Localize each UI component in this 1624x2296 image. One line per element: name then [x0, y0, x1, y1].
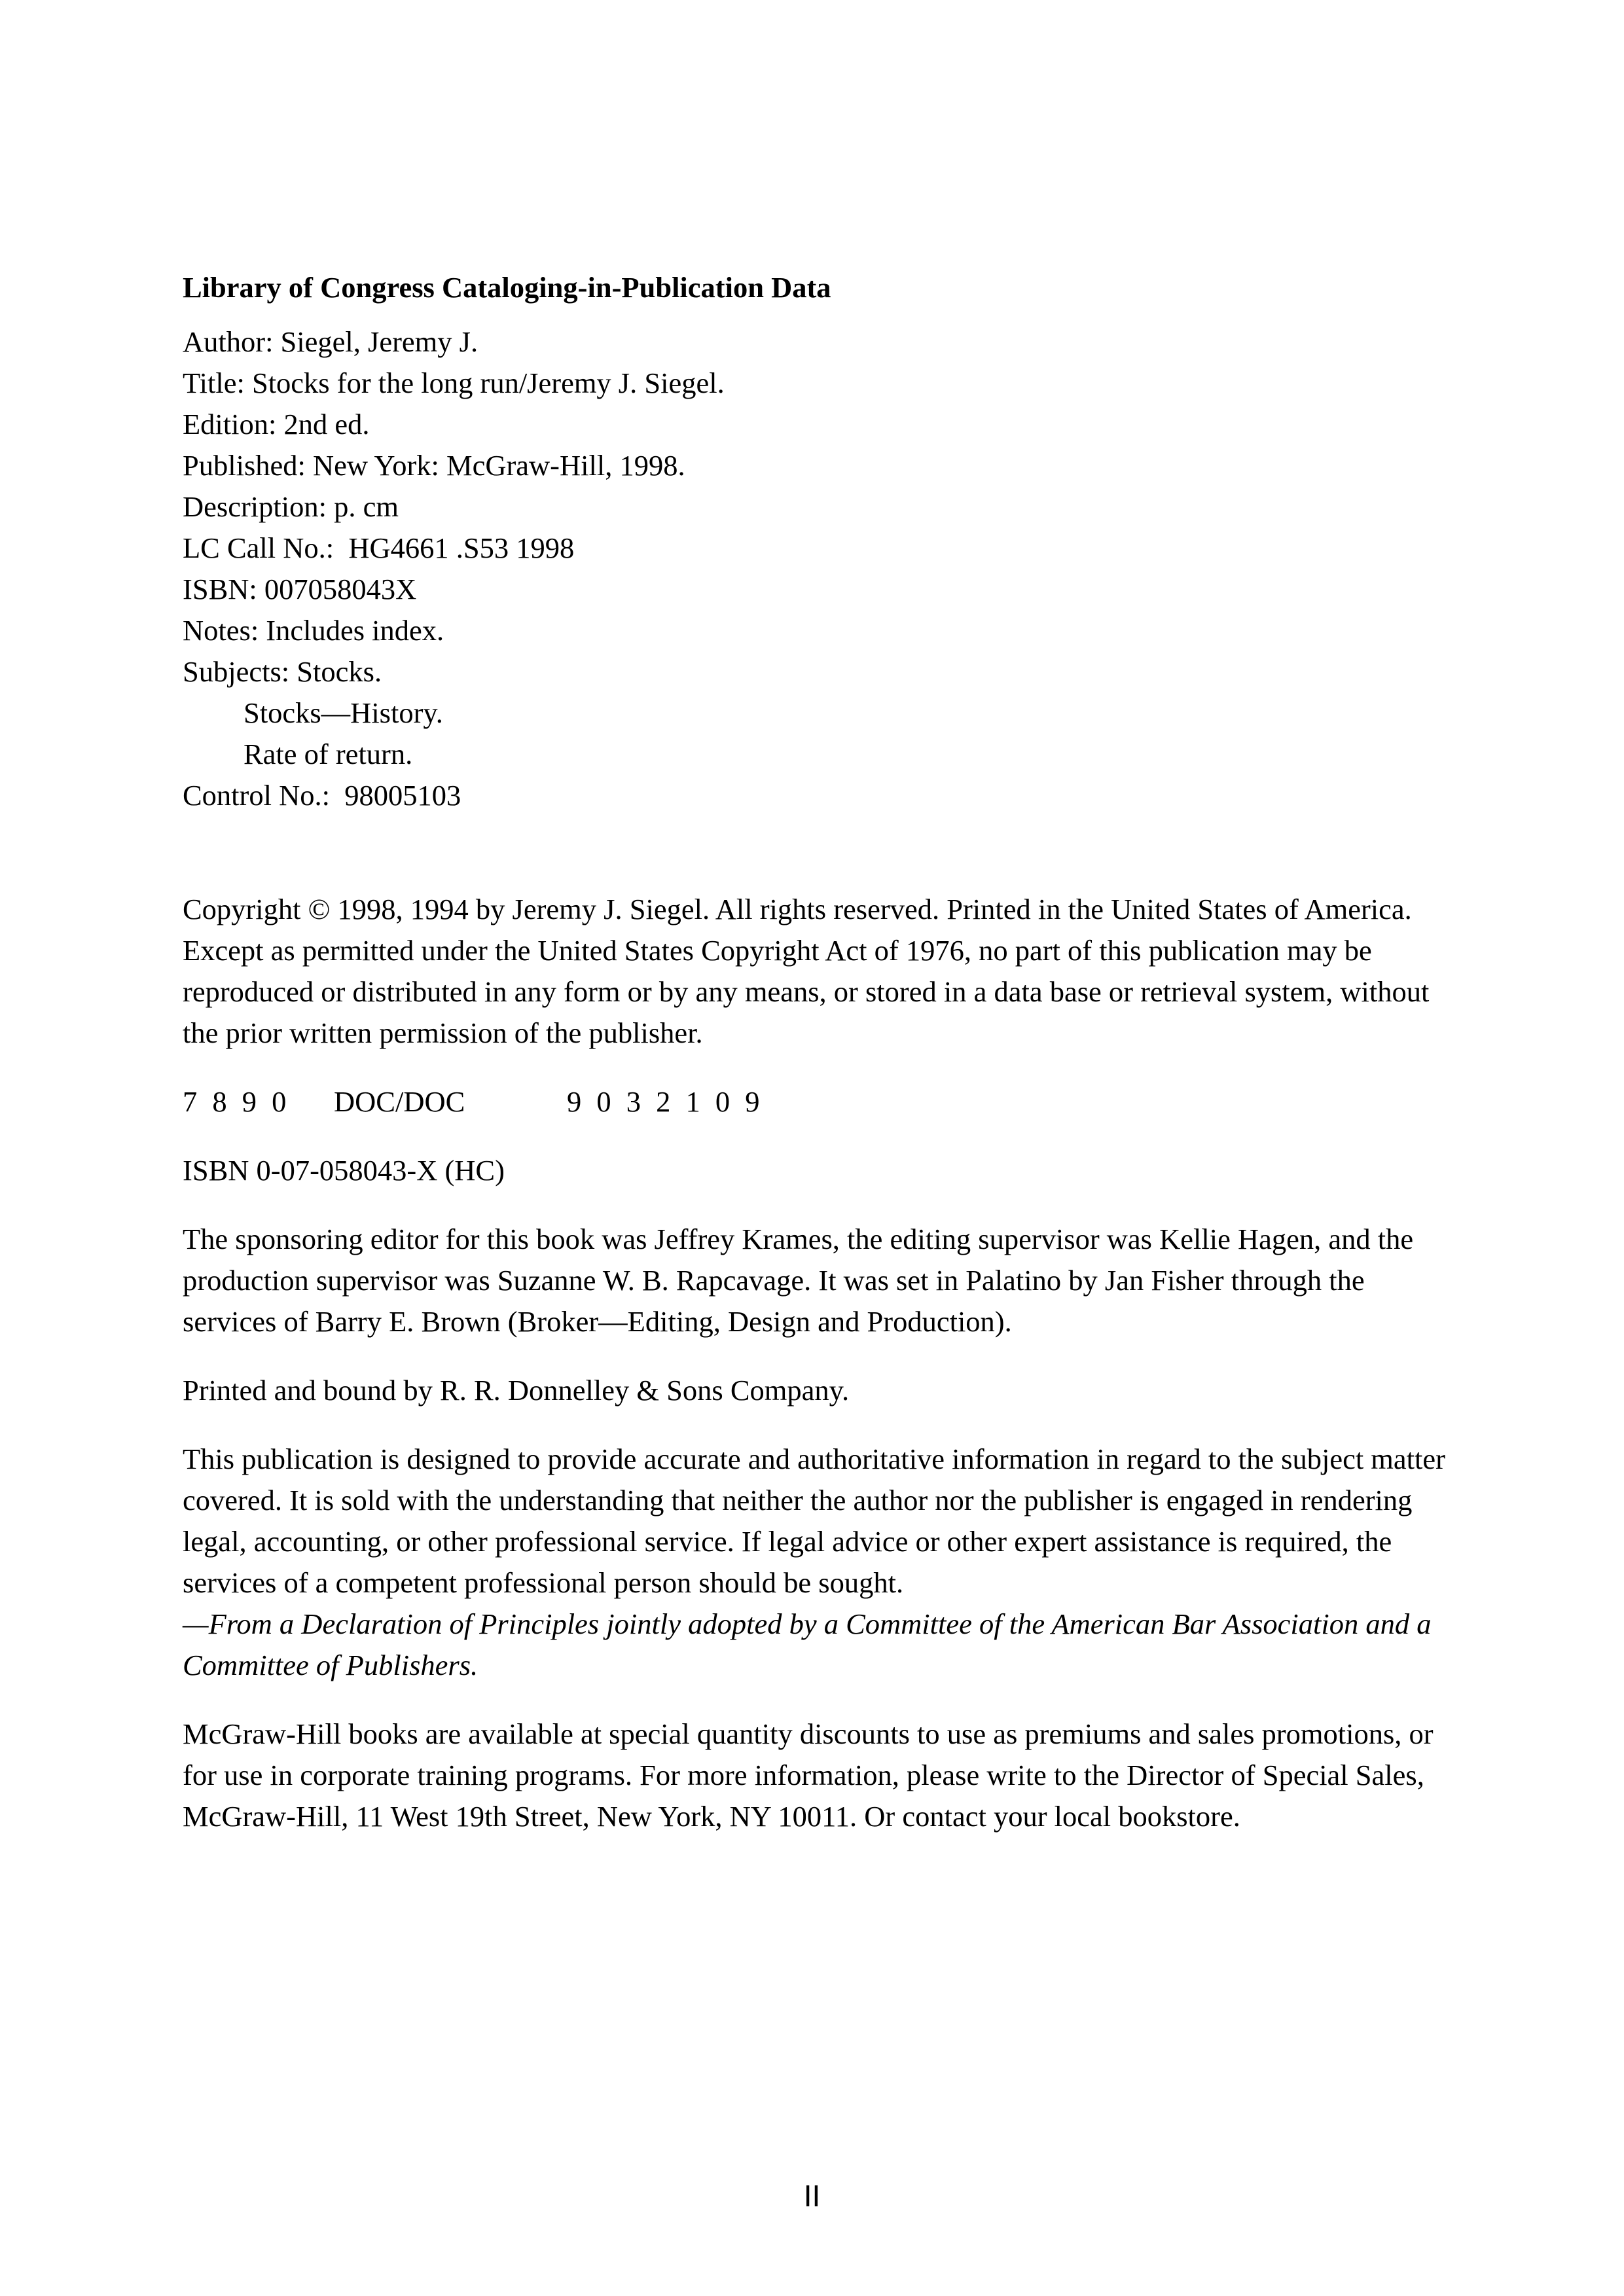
printer-line: Printed and bound by R. R. Donnelley & Sons Company.: [183, 1374, 850, 1407]
cip-notes: Notes: Includes index.: [183, 614, 444, 647]
page-content: [183, 267, 1466, 1837]
special-sales-paragraph: McGraw-Hill books are available at special quantity discounts to use as premiums and sales promotions, or for use in corporate training programs. For more information, please write to the Director of Special Sales, McGraw-Hill, 11 West 19th Street, New York, NY 10011. Or contact your local bookstore.: [183, 1717, 1434, 1833]
cip-author: Author: Siegel, Jeremy J.: [183, 325, 478, 358]
printing-number: 7 8 9 0: [183, 1085, 291, 1118]
page-number: II: [803, 2179, 821, 2213]
spacer: [183, 1054, 1466, 1081]
cip-isbn: ISBN: 007058043X: [183, 573, 417, 605]
printing-date-code: 9 0 3 2 1 0 9: [567, 1085, 764, 1118]
spacer: [183, 1191, 1466, 1219]
disclaimer-paragraph: This publication is designed to provide accurate and authoritative information in regard to the subject matter covered. It is sold with the understanding that neither the author nor the publisher is engaged in rendering legal, accounting, or other professional service. If legal advice or other expert assistance is required, the services of a competent professional person should be sought.: [183, 1443, 1445, 1599]
spacer: [183, 816, 1466, 889]
cip-record: [183, 321, 1466, 816]
cip-published: Published: New York: McGraw-Hill, 1998.: [183, 449, 685, 482]
copyright-notice: Copyright © 1998, 1994 by Jeremy J. Siegel. All rights reserved. Printed in the United States of America. Except as permitted under the United States Copyright Act of 1976, no part of this publication may be reproduced or distributed in any form or by any means, or stored in a data base or retrieval system, without the prior written permission of the publisher.: [183, 893, 1430, 1049]
spacer: [183, 1411, 1466, 1439]
cip-description: Description: p. cm: [183, 490, 399, 523]
cip-subjects: Subjects: Stocks.: [183, 655, 382, 688]
cip-edition: Edition: 2nd ed.: [183, 408, 370, 440]
spacer: [183, 1686, 1466, 1713]
cip-lc-call-no: LC Call No.: HG4661 .S53 1998: [183, 531, 575, 564]
cip-heading: Library of Congress Cataloging-in-Publication Data: [183, 271, 831, 304]
cip-subject-history: Stocks—History.: [244, 696, 443, 729]
printing-code: DOC/DOC: [334, 1085, 465, 1118]
editors-paragraph: The sponsoring editor for this book was Jeffrey Krames, the editing supervisor was Kellie Hagen, and the production supervisor was Suzanne W. B. Rapcavage. It was set in Palatino by Jan Fisher through the services of Barry E. Brown (Broker—Editing, Design and Production).: [183, 1223, 1414, 1338]
printing-line: [183, 1081, 1466, 1122]
spacer: [183, 1342, 1466, 1370]
spacer: [183, 1122, 1466, 1150]
declaration-attribution: —From a Declaration of Principles jointly adopted by a Committee of the American Bar Association and a Committee of Publishers.: [183, 1607, 1432, 1681]
cip-title: Title: Stocks for the long run/Jeremy J. Siegel.: [183, 367, 725, 399]
cip-control-no: Control No.: 98005103: [183, 779, 461, 812]
cip-subject-return: Rate of return.: [244, 738, 413, 770]
isbn-line: ISBN 0-07-058043-X (HC): [183, 1154, 505, 1187]
